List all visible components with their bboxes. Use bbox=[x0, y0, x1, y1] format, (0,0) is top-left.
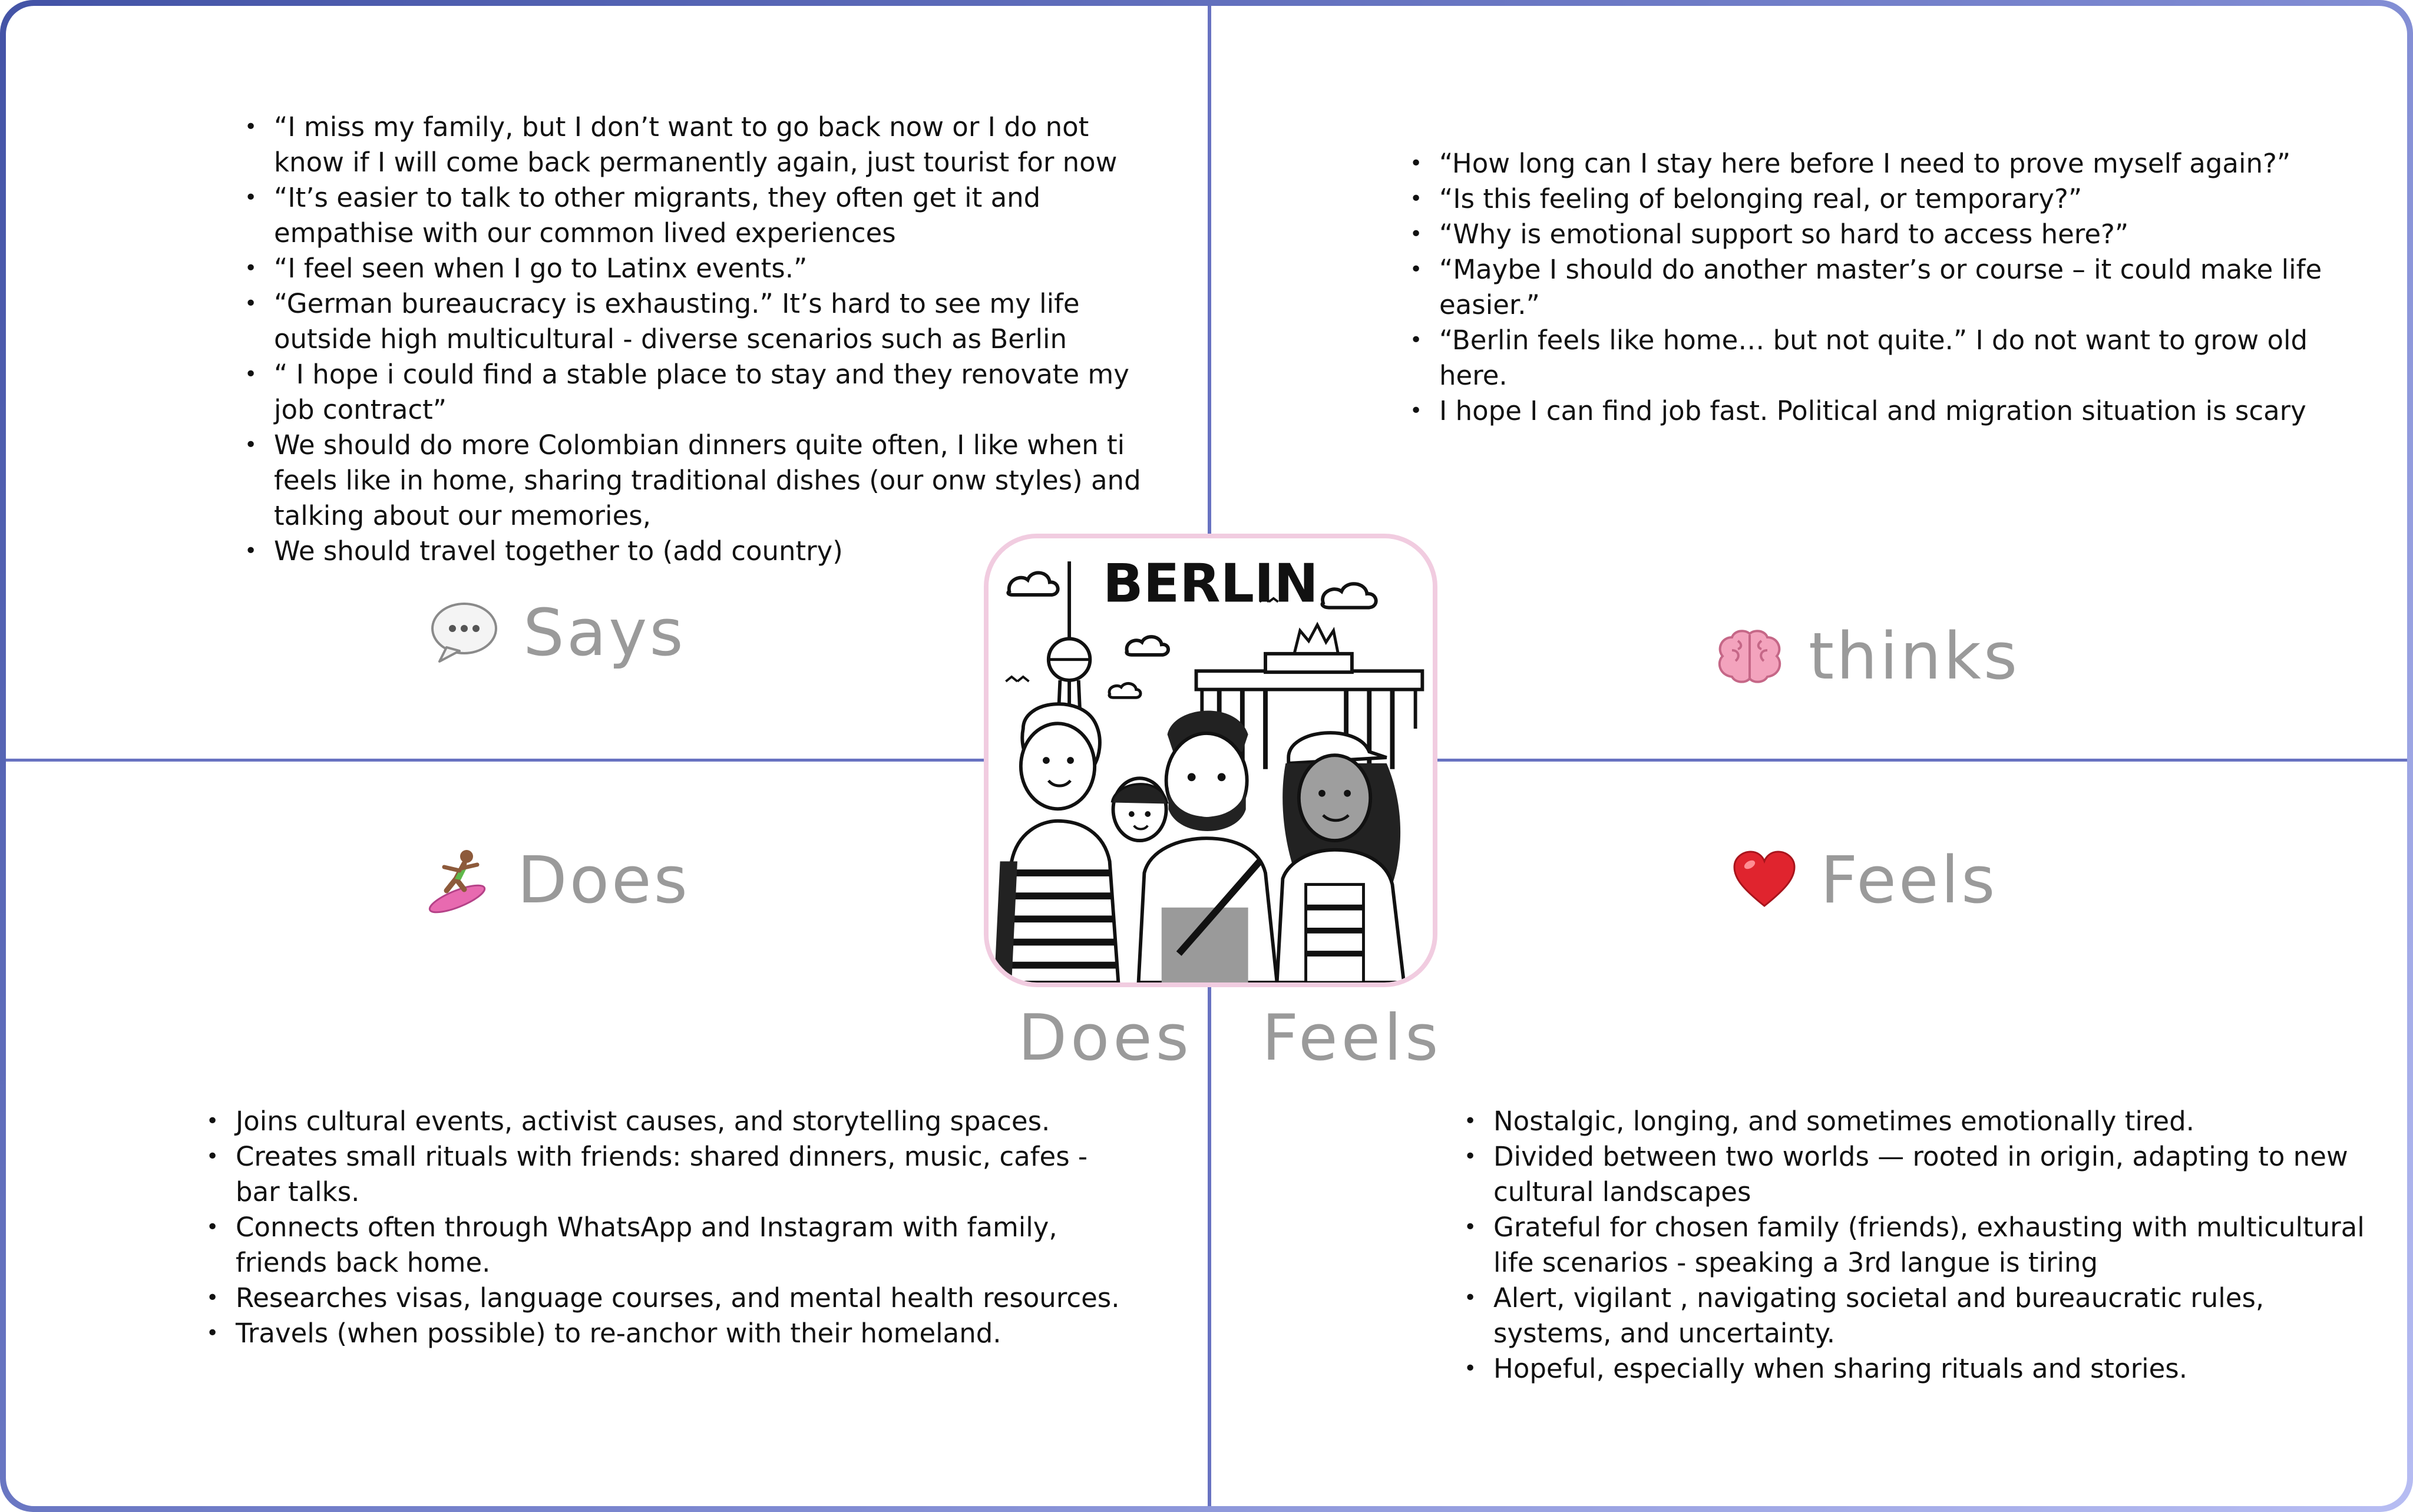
speech-bubble-icon bbox=[429, 600, 500, 665]
says-item: • “German bureaucracy is exhausting.” It’s hard to see my life outside high multicultural - diverse scenarios such as Berlin bbox=[244, 286, 1163, 357]
does-list bbox=[206, 1104, 1125, 1351]
thinks-item: • “Maybe I should do another master’s or course – it could make life easier.” bbox=[1410, 252, 2329, 323]
does-item: • Travels (when possible) to re-anchor with their homeland. bbox=[206, 1316, 1125, 1351]
does-title: Does bbox=[517, 842, 690, 918]
thinks-item: • I hope I can find job fast. Political and migration situation is scary bbox=[1410, 393, 2329, 429]
berlin-friends-illustration bbox=[989, 538, 1433, 982]
brain-icon bbox=[1714, 627, 1785, 686]
feels-heading bbox=[1732, 842, 1997, 918]
thinks-title: thinks bbox=[1809, 618, 2020, 694]
board-canvas bbox=[6, 6, 2407, 1506]
says-item: • “ I hope i could find a stable place to stay and they renovate my job contract” bbox=[244, 357, 1163, 428]
thinks-list bbox=[1410, 146, 2329, 429]
thinks-heading bbox=[1714, 618, 2019, 694]
says-title: Says bbox=[523, 595, 686, 670]
thinks-item: • “Why is emotional support so hard to access here?” bbox=[1410, 217, 2329, 252]
persona-illustration-card bbox=[984, 534, 1437, 987]
says-item: • “I miss my family, but I don’t want to go back now or I do not know if I will come back permanently again, just tourist for now bbox=[244, 110, 1163, 180]
thinks-item: • “Berlin feels like home… but not quite.” I do not want to grow old here. bbox=[1410, 323, 2329, 393]
center-does-label: Does bbox=[1018, 1001, 1192, 1075]
feels-title: Feels bbox=[1820, 842, 1998, 918]
thinks-item: • “How long can I stay here before I need to prove myself again?” bbox=[1410, 146, 2329, 181]
feels-item: • Alert, vigilant , navigating societal and bureaucratic rules, systems, and uncertainty. bbox=[1464, 1281, 2383, 1351]
does-item: • Joins cultural events, activist causes, and storytelling spaces. bbox=[206, 1104, 1125, 1139]
feels-item: • Divided between two worlds — rooted in origin, adapting to new cultural landscapes bbox=[1464, 1139, 2383, 1210]
says-list bbox=[244, 110, 1163, 569]
says-item: • We should travel together to (add country) bbox=[244, 534, 1163, 569]
says-item: • “It’s easier to talk to other migrants, they often get it and empathise with our common lived experiences bbox=[244, 180, 1163, 251]
says-heading bbox=[429, 595, 686, 670]
says-item: • “I feel seen when I go to Latinx events.” bbox=[244, 251, 1163, 286]
feels-item: • Hopeful, especially when sharing rituals and stories. bbox=[1464, 1351, 2383, 1387]
says-item: • We should do more Colombian dinners quite often, I like when ti feels like in home, sharing traditional dishes (our onw styles) and talking about our memories, bbox=[244, 428, 1163, 534]
does-item: • Researches visas, language courses, and mental health resources. bbox=[206, 1281, 1125, 1316]
berlin-text: BERLIN bbox=[1103, 552, 1318, 615]
feels-list bbox=[1464, 1104, 2383, 1387]
center-feels-label: Feels bbox=[1262, 1001, 1442, 1075]
does-item: • Creates small rituals with friends: shared dinners, music, cafes - bar talks. bbox=[206, 1139, 1125, 1210]
red-heart-icon bbox=[1732, 851, 1797, 909]
feels-item: • Nostalgic, longing, and sometimes emotionally tired. bbox=[1464, 1104, 2383, 1139]
does-item: • Connects often through WhatsApp and Instagram with family, friends back home. bbox=[206, 1210, 1125, 1281]
thinks-item: • “Is this feeling of belonging real, or temporary?” bbox=[1410, 181, 2329, 217]
surfer-icon bbox=[423, 845, 494, 915]
feels-item: • Grateful for chosen family (friends), exhausting with multicultural life scenarios - speaking a 3rd langue is tiring bbox=[1464, 1210, 2383, 1281]
does-heading bbox=[423, 842, 690, 918]
